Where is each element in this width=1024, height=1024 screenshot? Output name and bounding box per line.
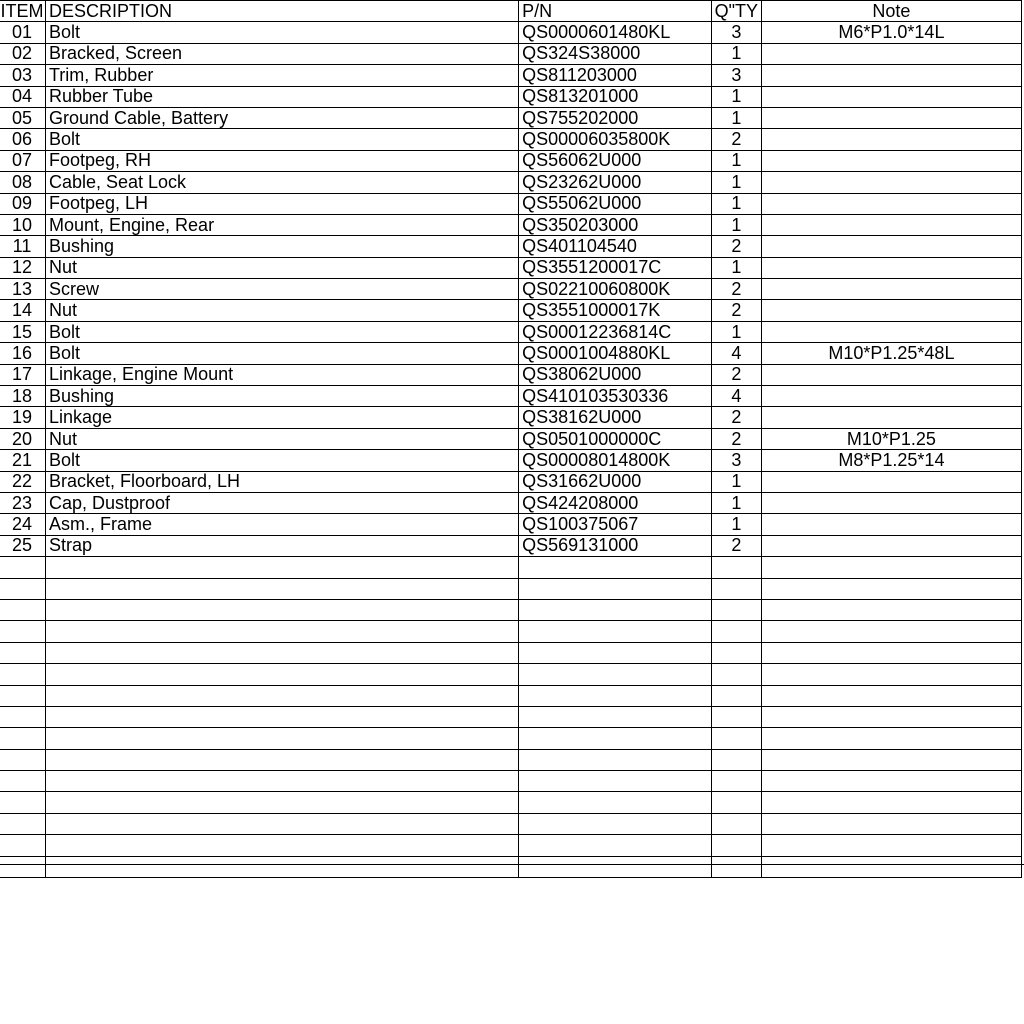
cell-note bbox=[761, 471, 1021, 492]
cell-part-number: QS55062U000 bbox=[519, 193, 712, 214]
cell-note bbox=[761, 407, 1021, 428]
cell-quantity: 2 bbox=[711, 279, 761, 300]
cell-item: 02 bbox=[0, 43, 45, 64]
cell-quantity: 3 bbox=[711, 22, 761, 43]
cell-part-number: QS401104540 bbox=[519, 236, 712, 257]
cell-note bbox=[761, 364, 1021, 385]
empty-cell bbox=[711, 578, 761, 599]
cell-part-number: QS00012236814C bbox=[519, 321, 712, 342]
cell-note bbox=[761, 300, 1021, 321]
cell-description: Bracked, Screen bbox=[45, 43, 518, 64]
empty-cell bbox=[711, 685, 761, 706]
cell-note bbox=[761, 321, 1021, 342]
cell-part-number: QS3551200017C bbox=[519, 257, 712, 278]
cell-note bbox=[761, 172, 1021, 193]
empty-table-row bbox=[0, 599, 1022, 620]
cell-item: 15 bbox=[0, 321, 45, 342]
cell-quantity: 1 bbox=[711, 471, 761, 492]
cell-note bbox=[761, 129, 1021, 150]
cell-part-number: QS813201000 bbox=[519, 86, 712, 107]
empty-cell bbox=[711, 706, 761, 727]
cell-description: Linkage bbox=[45, 407, 518, 428]
table-row bbox=[0, 343, 1022, 364]
empty-cell bbox=[45, 706, 518, 727]
cell-description: Strap bbox=[45, 535, 518, 556]
table-row bbox=[0, 428, 1022, 449]
empty-table-row bbox=[0, 792, 1022, 813]
cell-item: 20 bbox=[0, 428, 45, 449]
empty-cell bbox=[519, 835, 712, 856]
cell-part-number: QS00008014800K bbox=[519, 450, 712, 471]
cell-note bbox=[761, 514, 1021, 535]
cell-quantity: 1 bbox=[711, 150, 761, 171]
cell-item: 06 bbox=[0, 129, 45, 150]
cell-note bbox=[761, 150, 1021, 171]
cell-description: Bolt bbox=[45, 343, 518, 364]
table-row bbox=[0, 193, 1022, 214]
empty-cell bbox=[0, 856, 45, 877]
cell-description: Mount, Engine, Rear bbox=[45, 214, 518, 235]
empty-table-row bbox=[0, 749, 1022, 770]
header-note: Note bbox=[761, 1, 1021, 22]
empty-cell bbox=[761, 835, 1021, 856]
cell-description: Bolt bbox=[45, 22, 518, 43]
table-row bbox=[0, 236, 1022, 257]
empty-table-row bbox=[0, 856, 1022, 877]
bottom-rule-line bbox=[0, 864, 1024, 865]
empty-cell bbox=[45, 621, 518, 642]
cell-item: 16 bbox=[0, 343, 45, 364]
empty-cell bbox=[0, 599, 45, 620]
cell-note bbox=[761, 492, 1021, 513]
header-description: DESCRIPTION bbox=[45, 1, 518, 22]
empty-cell bbox=[519, 728, 712, 749]
header-item: ITEM bbox=[0, 0, 44, 21]
cell-item: 14 bbox=[0, 300, 45, 321]
empty-cell bbox=[45, 792, 518, 813]
cell-part-number: QS38162U000 bbox=[519, 407, 712, 428]
cell-item: 18 bbox=[0, 386, 45, 407]
cell-quantity: 1 bbox=[711, 43, 761, 64]
cell-description: Bolt bbox=[45, 129, 518, 150]
table-row bbox=[0, 257, 1022, 278]
cell-item: 10 bbox=[0, 214, 45, 235]
cell-item: 24 bbox=[0, 514, 45, 535]
table-row bbox=[0, 150, 1022, 171]
empty-table-row bbox=[0, 664, 1022, 685]
cell-part-number: QS100375067 bbox=[519, 514, 712, 535]
cell-note bbox=[761, 279, 1021, 300]
cell-item: 23 bbox=[0, 492, 45, 513]
empty-cell bbox=[0, 792, 45, 813]
empty-cell bbox=[519, 792, 712, 813]
cell-quantity: 1 bbox=[711, 492, 761, 513]
empty-cell bbox=[0, 728, 45, 749]
cell-quantity: 2 bbox=[711, 129, 761, 150]
empty-cell bbox=[45, 685, 518, 706]
empty-cell bbox=[45, 749, 518, 770]
table-row bbox=[0, 214, 1022, 235]
table-row bbox=[0, 492, 1022, 513]
empty-cell bbox=[0, 835, 45, 856]
cell-note bbox=[761, 43, 1021, 64]
table-body bbox=[0, 22, 1022, 878]
empty-cell bbox=[711, 835, 761, 856]
cell-part-number: QS31662U000 bbox=[519, 471, 712, 492]
cell-description: Cable, Seat Lock bbox=[45, 172, 518, 193]
cell-quantity: 1 bbox=[711, 257, 761, 278]
table-row bbox=[0, 535, 1022, 556]
empty-table-row bbox=[0, 578, 1022, 599]
cell-item: 01 bbox=[0, 22, 45, 43]
cell-note bbox=[761, 193, 1021, 214]
table-row bbox=[0, 172, 1022, 193]
cell-note bbox=[761, 257, 1021, 278]
cell-description: Footpeg, RH bbox=[45, 150, 518, 171]
empty-cell bbox=[519, 599, 712, 620]
cell-item: 21 bbox=[0, 450, 45, 471]
cell-description: Nut bbox=[45, 300, 518, 321]
empty-cell bbox=[519, 621, 712, 642]
cell-item: 09 bbox=[0, 193, 45, 214]
cell-part-number: QS56062U000 bbox=[519, 150, 712, 171]
cell-part-number: QS02210060800K bbox=[519, 279, 712, 300]
cell-part-number: QS3551000017K bbox=[519, 300, 712, 321]
empty-cell bbox=[519, 685, 712, 706]
cell-item: 03 bbox=[0, 65, 45, 86]
cell-note: M10*P1.25*48L bbox=[761, 343, 1021, 364]
cell-note bbox=[761, 107, 1021, 128]
empty-cell bbox=[711, 749, 761, 770]
cell-quantity: 4 bbox=[711, 386, 761, 407]
cell-description: Nut bbox=[45, 428, 518, 449]
empty-cell bbox=[711, 792, 761, 813]
cell-note: M8*P1.25*14 bbox=[761, 450, 1021, 471]
empty-cell bbox=[45, 813, 518, 834]
cell-part-number: QS0000601480KL bbox=[519, 22, 712, 43]
empty-cell bbox=[761, 749, 1021, 770]
empty-table-row bbox=[0, 813, 1022, 834]
empty-cell bbox=[761, 706, 1021, 727]
cell-part-number: QS0001004880KL bbox=[519, 343, 712, 364]
cell-note bbox=[761, 386, 1021, 407]
cell-item: 05 bbox=[0, 107, 45, 128]
empty-cell bbox=[761, 728, 1021, 749]
cell-note bbox=[761, 65, 1021, 86]
cell-part-number: QS38062U000 bbox=[519, 364, 712, 385]
empty-cell bbox=[45, 664, 518, 685]
cell-item: 22 bbox=[0, 471, 45, 492]
cell-description: Screw bbox=[45, 279, 518, 300]
table-row bbox=[0, 450, 1022, 471]
cell-description: Linkage, Engine Mount bbox=[45, 364, 518, 385]
empty-cell bbox=[761, 557, 1021, 578]
empty-cell bbox=[45, 599, 518, 620]
table-row bbox=[0, 471, 1022, 492]
table-row bbox=[0, 364, 1022, 385]
empty-cell bbox=[519, 749, 712, 770]
empty-cell bbox=[519, 856, 712, 877]
cell-item: 17 bbox=[0, 364, 45, 385]
cell-item: 13 bbox=[0, 279, 45, 300]
cell-description: Bracket, Floorboard, LH bbox=[45, 471, 518, 492]
empty-cell bbox=[761, 578, 1021, 599]
empty-table-row bbox=[0, 835, 1022, 856]
cell-part-number: QS350203000 bbox=[519, 214, 712, 235]
empty-cell bbox=[0, 621, 45, 642]
empty-cell bbox=[761, 856, 1021, 877]
cell-part-number: QS424208000 bbox=[519, 492, 712, 513]
cell-quantity: 1 bbox=[711, 214, 761, 235]
empty-cell bbox=[45, 835, 518, 856]
empty-cell bbox=[0, 813, 45, 834]
empty-cell bbox=[711, 557, 761, 578]
cell-part-number: QS0501000000C bbox=[519, 428, 712, 449]
empty-cell bbox=[711, 771, 761, 792]
cell-description: Bolt bbox=[45, 321, 518, 342]
empty-table-row bbox=[0, 557, 1022, 578]
empty-cell bbox=[45, 557, 518, 578]
empty-table-row bbox=[0, 642, 1022, 663]
cell-quantity: 3 bbox=[711, 450, 761, 471]
cell-description: Cap, Dustproof bbox=[45, 492, 518, 513]
cell-quantity: 1 bbox=[711, 86, 761, 107]
empty-cell bbox=[45, 856, 518, 877]
cell-note: M10*P1.25 bbox=[761, 428, 1021, 449]
cell-quantity: 2 bbox=[711, 364, 761, 385]
cell-description: Nut bbox=[45, 257, 518, 278]
cell-quantity: 1 bbox=[711, 172, 761, 193]
cell-quantity: 2 bbox=[711, 236, 761, 257]
empty-cell bbox=[0, 578, 45, 599]
cell-description: Bushing bbox=[45, 236, 518, 257]
empty-cell bbox=[761, 621, 1021, 642]
empty-cell bbox=[0, 749, 45, 770]
empty-cell bbox=[0, 706, 45, 727]
empty-table-row bbox=[0, 728, 1022, 749]
empty-table-row bbox=[0, 706, 1022, 727]
empty-cell bbox=[519, 642, 712, 663]
table-row bbox=[0, 386, 1022, 407]
table-row bbox=[0, 321, 1022, 342]
cell-part-number: QS23262U000 bbox=[519, 172, 712, 193]
table-row bbox=[0, 43, 1022, 64]
table-row bbox=[0, 107, 1022, 128]
cell-quantity: 2 bbox=[711, 428, 761, 449]
table-row bbox=[0, 129, 1022, 150]
empty-cell bbox=[519, 771, 712, 792]
empty-cell bbox=[519, 813, 712, 834]
cell-description: Ground Cable, Battery bbox=[45, 107, 518, 128]
cell-description: Rubber Tube bbox=[45, 86, 518, 107]
empty-table-row bbox=[0, 621, 1022, 642]
table-row bbox=[0, 300, 1022, 321]
cell-note bbox=[761, 214, 1021, 235]
cell-note bbox=[761, 535, 1021, 556]
table-row bbox=[0, 22, 1022, 43]
empty-cell bbox=[45, 642, 518, 663]
empty-cell bbox=[711, 621, 761, 642]
cell-part-number: QS324S38000 bbox=[519, 43, 712, 64]
cell-quantity: 1 bbox=[711, 107, 761, 128]
table-row bbox=[0, 279, 1022, 300]
empty-cell bbox=[711, 599, 761, 620]
cell-description: Asm., Frame bbox=[45, 514, 518, 535]
cell-part-number: QS569131000 bbox=[519, 535, 712, 556]
empty-cell bbox=[711, 728, 761, 749]
cell-description: Bushing bbox=[45, 386, 518, 407]
cell-description: Trim, Rubber bbox=[45, 65, 518, 86]
empty-cell bbox=[45, 771, 518, 792]
empty-cell bbox=[519, 664, 712, 685]
cell-quantity: 1 bbox=[711, 514, 761, 535]
cell-part-number: QS00006035800K bbox=[519, 129, 712, 150]
cell-description: Bolt bbox=[45, 450, 518, 471]
table-row bbox=[0, 407, 1022, 428]
empty-cell bbox=[761, 685, 1021, 706]
empty-cell bbox=[761, 792, 1021, 813]
empty-cell bbox=[761, 642, 1021, 663]
header-quantity: Q"TY bbox=[711, 1, 761, 22]
table-row bbox=[0, 65, 1022, 86]
cell-quantity: 2 bbox=[711, 407, 761, 428]
cell-quantity: 4 bbox=[711, 343, 761, 364]
cell-item: 04 bbox=[0, 86, 45, 107]
cell-quantity: 2 bbox=[711, 300, 761, 321]
empty-cell bbox=[519, 578, 712, 599]
empty-cell bbox=[711, 642, 761, 663]
empty-cell bbox=[711, 813, 761, 834]
empty-cell bbox=[0, 664, 45, 685]
cell-quantity: 1 bbox=[711, 321, 761, 342]
cell-part-number: QS811203000 bbox=[519, 65, 712, 86]
empty-cell bbox=[0, 771, 45, 792]
table-row bbox=[0, 514, 1022, 535]
empty-cell bbox=[761, 664, 1021, 685]
cell-note bbox=[761, 86, 1021, 107]
cell-part-number: QS755202000 bbox=[519, 107, 712, 128]
empty-cell bbox=[761, 771, 1021, 792]
table-row bbox=[0, 86, 1022, 107]
empty-cell bbox=[711, 664, 761, 685]
empty-cell bbox=[0, 685, 45, 706]
empty-cell bbox=[45, 728, 518, 749]
cell-quantity: 3 bbox=[711, 65, 761, 86]
empty-cell bbox=[761, 813, 1021, 834]
header-part-number: P/N bbox=[519, 1, 712, 22]
empty-cell bbox=[711, 856, 761, 877]
cell-item: 08 bbox=[0, 172, 45, 193]
cell-item: 12 bbox=[0, 257, 45, 278]
cell-item: 07 bbox=[0, 150, 45, 171]
cell-note: M6*P1.0*14L bbox=[761, 22, 1021, 43]
cell-description: Footpeg, LH bbox=[45, 193, 518, 214]
empty-cell bbox=[0, 557, 45, 578]
empty-cell bbox=[519, 706, 712, 727]
empty-table-row bbox=[0, 771, 1022, 792]
empty-cell bbox=[761, 599, 1021, 620]
cell-note bbox=[761, 236, 1021, 257]
cell-item: 25 bbox=[0, 535, 45, 556]
header-row bbox=[0, 1, 1022, 22]
empty-cell bbox=[45, 578, 518, 599]
cell-item: 19 bbox=[0, 407, 45, 428]
cell-part-number: QS410103530336 bbox=[519, 386, 712, 407]
empty-cell bbox=[519, 557, 712, 578]
empty-cell bbox=[0, 642, 45, 663]
cell-quantity: 1 bbox=[711, 193, 761, 214]
empty-table-row bbox=[0, 685, 1022, 706]
cell-item: 11 bbox=[0, 236, 45, 257]
cell-quantity: 2 bbox=[711, 535, 761, 556]
